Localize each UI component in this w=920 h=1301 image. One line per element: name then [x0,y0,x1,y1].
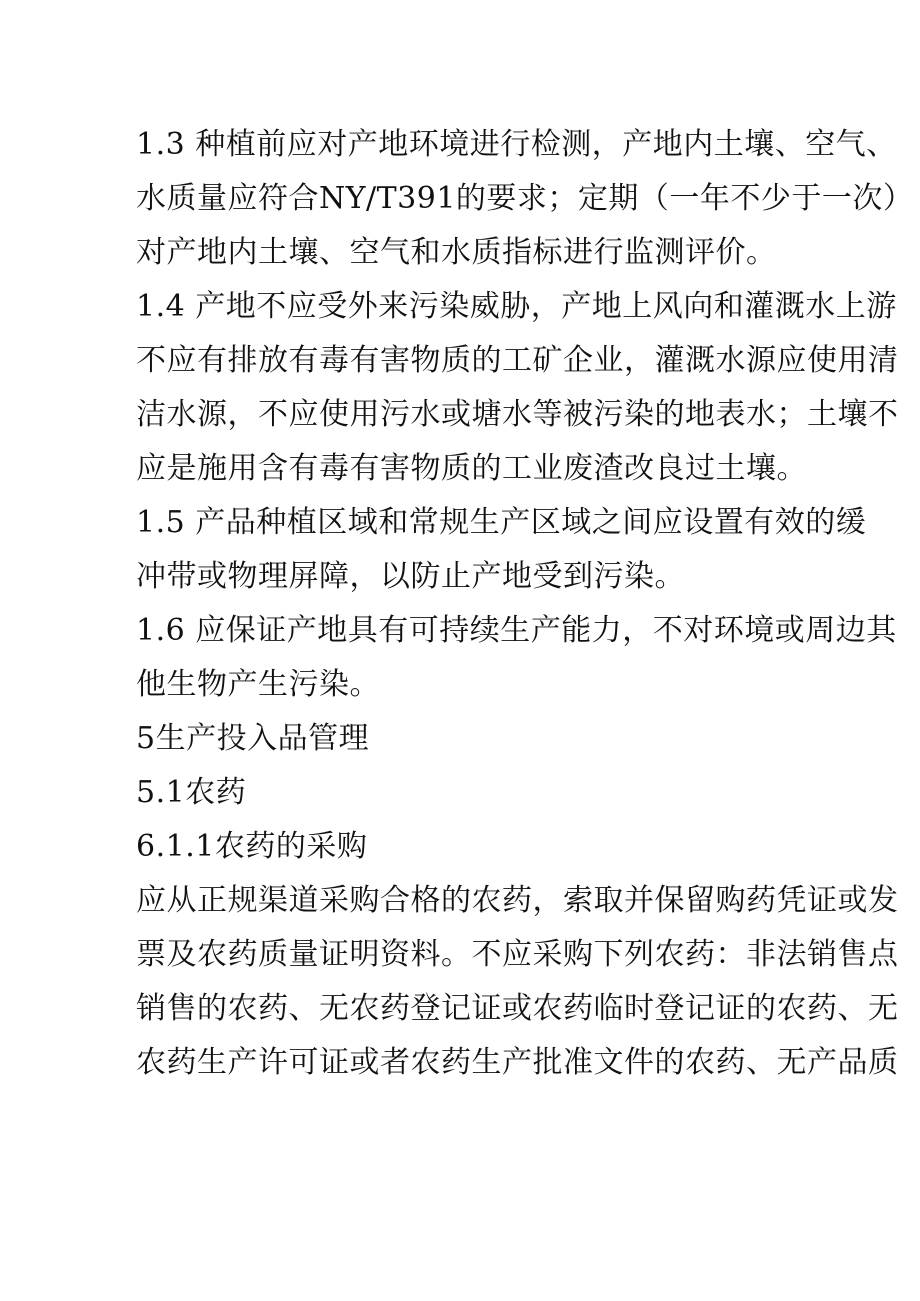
text-line: 1.6 应保证产地具有可持续生产能力，不对环境或周边其 [136,613,897,648]
text-line: 1.4 产地不应受外来污染威胁，产地上风向和灌溉水上游 [136,289,897,324]
text-line: 对产地内土壤、空气和水质指标进行监测评价。 [136,235,777,270]
text-line: 不应有排放有毒有害物质的工矿企业，灌溉水源应使用清 [136,343,899,378]
text-line: 销售的农药、无农药登记证或农药临时登记证的农药、无 [136,991,899,1026]
text-line: 应从正规渠道采购合格的农药，索取并保留购药凭证或发 [136,883,899,918]
text-line: 水质量应符合NY/T391的要求；定期（一年不少于一次） [136,181,914,216]
subsection-heading: 5.1农药 [136,775,247,810]
text-line: 他生物产生污染。 [136,667,380,702]
document-body [136,118,914,1090]
text-line: 票及农药质量证明资料。不应采购下列农药：非法销售点 [136,937,899,972]
text-line: 应是施用含有毒有害物质的工业废渣改良过土壤。 [136,451,807,486]
text-line: 农药生产许可证或者农药生产批准文件的农药、无产品质 [136,1045,899,1080]
section-heading: 5生产投入品管理 [136,721,370,756]
text-line: 冲带或物理屏障，以防止产地受到污染。 [136,559,685,594]
text-line: 洁水源，不应使用污水或塘水等被污染的地表水；土壤不 [136,397,899,432]
text-line: 1.5 产品种植区域和常规生产区域之间应设置有效的缓 [136,505,867,540]
subsubsection-heading: 6.1.1农药的采购 [136,829,368,864]
text-line: 1.3 种植前应对产地环境进行检测，产地内土壤、空气、 [136,127,897,162]
